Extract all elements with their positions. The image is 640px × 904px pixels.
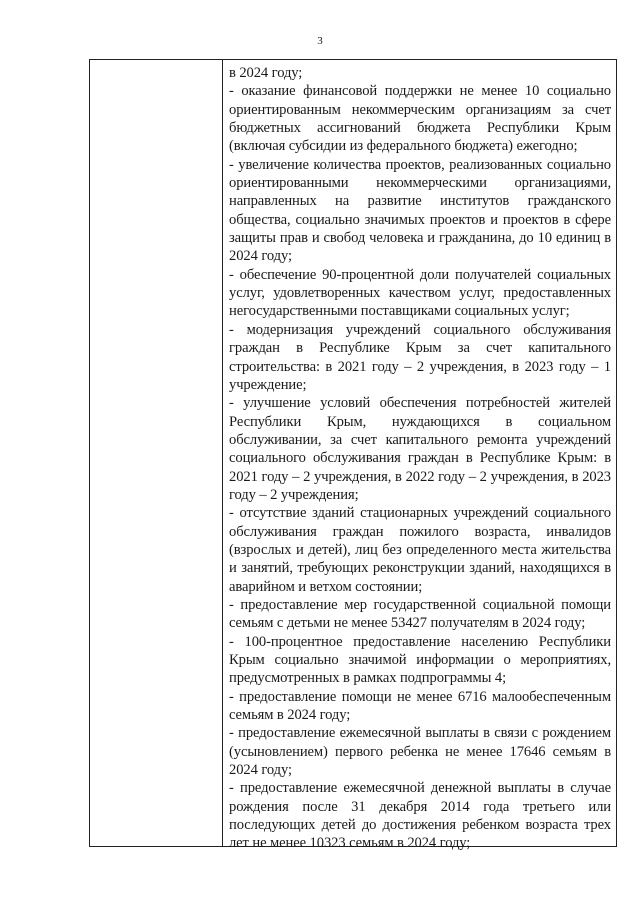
paragraph-7: - отсутствие зданий стационарных учреждений социального обслуживания граждан пожилого возраста, инвалидов (взрослых и детей), лиц без определенного места жительства и занятий, требующих реконструкции зданий, находящихся в аварийном и ветхом состоянии; <box>229 505 611 595</box>
paragraph-9: - 100-процентное предоставление населению Республики Крым социально значимой информации о мероприятиях, предусмотренных в рамках подпрограммы 4; <box>229 633 611 687</box>
paragraph-10: - предоставление помощи не менее 6716 малообеспеченным семьям в 2024 году; <box>229 688 611 724</box>
paragraph-6: - улучшение условий обеспечения потребностей жителей Республики Крым, нуждающихся в социальном обслуживании, за счет капитального ремонта учреждений социального обслуживания граждан в Республике Крым: в 2021 году – 2 учреждения, в 2022 году – 2 учреждения, в 2023 году – 2 учреждения; <box>229 395 611 503</box>
table-right-cell <box>229 64 611 853</box>
paragraph-8: - предоставление мер государственной социальной помощи семьям с детьми не менее 53427 получателям в 2024 году; <box>229 596 611 632</box>
paragraph-12: - предоставление ежемесячной денежной выплаты в случае рождения после 31 декабря 2014 года третьего или последующих детей до достижения ребенком возраста трех лет не менее 10323 семьям в 2024 году; <box>229 780 611 852</box>
document-table <box>89 59 617 852</box>
paragraph-1: в 2024 году; <box>229 65 303 81</box>
table-column-divider <box>222 60 223 846</box>
page-number: 3 <box>317 35 323 47</box>
paragraph-11: - предоставление ежемесячной выплаты в связи с рождением (усыновлением) первого ребенка не менее 17646 семьям в 2024 году; <box>229 725 611 779</box>
paragraph-2: - оказание финансовой поддержки не менее 10 социально ориентированным некоммерческим организациям за счет бюджетных ассигнований бюджета Республики Крым (включая субсидии из федерального бюджета) ежегодно; <box>229 83 611 155</box>
paragraph-3: - увеличение количества проектов, реализованных социально ориентированными некоммерческими организациями, направленных на развитие институтов гражданского общества, социально значимых проектов и проектов в сфере защиты прав и свобод человека и гражданина, до 10 единиц в 2024 году; <box>229 156 611 265</box>
paragraph-5: - модернизация учреждений социального обслуживания граждан в Республике Крым за счет капитального строительства: в 2021 году – 2 учреждения, в 2023 году – 1 учреждение; <box>229 321 611 393</box>
paragraph-4: - обеспечение 90-процентной доли получателей социальных услуг, удовлетворенных качеством услуг, предоставленных негосударственными поставщиками социальных услуг; <box>229 266 611 320</box>
